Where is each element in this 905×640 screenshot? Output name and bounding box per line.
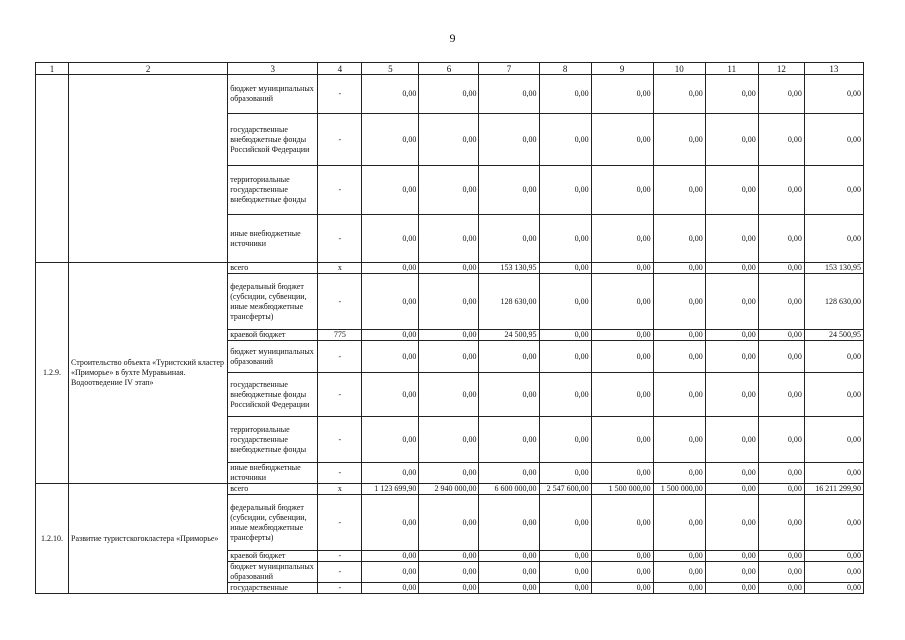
amount-cell: 0,00: [419, 330, 479, 341]
amount-cell: 0,00: [539, 274, 591, 330]
amount-cell: 0,00: [419, 166, 479, 215]
budget-code: -: [318, 114, 362, 166]
amount-cell: 0,00: [419, 495, 479, 551]
amount-cell: 0,00: [653, 495, 705, 551]
amount-cell: 2 547 600,00: [539, 484, 591, 495]
amount-cell: 0,00: [758, 551, 804, 562]
amount-cell: 0,00: [804, 562, 863, 583]
amount-cell: 0,00: [758, 274, 804, 330]
amount-cell: 0,00: [591, 495, 653, 551]
budget-code: -: [318, 373, 362, 417]
amount-cell: 0,00: [362, 166, 419, 215]
amount-cell: 0,00: [419, 215, 479, 263]
funding-source: государственные внебюджетные фонды Российской Федерации: [228, 373, 318, 417]
amount-cell: 0,00: [758, 463, 804, 484]
amount-cell: 0,00: [479, 75, 539, 114]
amount-cell: 0,00: [804, 463, 863, 484]
amount-cell: 0,00: [419, 263, 479, 274]
amount-cell: 24 500,95: [804, 330, 863, 341]
amount-cell: 0,00: [539, 75, 591, 114]
amount-cell: 0,00: [653, 114, 705, 166]
amount-cell: 0,00: [653, 341, 705, 373]
amount-cell: 0,00: [539, 551, 591, 562]
amount-cell: 0,00: [705, 274, 758, 330]
amount-cell: 0,00: [591, 463, 653, 484]
amount-cell: 0,00: [539, 417, 591, 463]
amount-cell: 0,00: [758, 417, 804, 463]
table-row: [36, 75, 864, 114]
amount-cell: 0,00: [362, 263, 419, 274]
budget-code: -: [318, 562, 362, 583]
column-header: 11: [705, 63, 758, 75]
amount-cell: 0,00: [419, 551, 479, 562]
amount-cell: 0,00: [705, 166, 758, 215]
budget-code: -: [318, 341, 362, 373]
amount-cell: 0,00: [804, 551, 863, 562]
amount-cell: 0,00: [804, 114, 863, 166]
funding-source: краевой бюджет: [228, 551, 318, 562]
amount-cell: 1 123 699,90: [362, 484, 419, 495]
budget-code: -: [318, 166, 362, 215]
amount-cell: 0,00: [479, 341, 539, 373]
amount-cell: 0,00: [539, 373, 591, 417]
item-name: Строительство объекта «Туристский кластер «Приморье» в бухте Муравьиная. Водоотведение IV этап»: [69, 263, 228, 484]
amount-cell: 0,00: [591, 114, 653, 166]
amount-cell: 0,00: [653, 75, 705, 114]
table-row: [36, 263, 864, 274]
amount-cell: 0,00: [479, 373, 539, 417]
amount-cell: 0,00: [804, 417, 863, 463]
amount-cell: 0,00: [479, 551, 539, 562]
amount-cell: 0,00: [539, 463, 591, 484]
budget-code: -: [318, 551, 362, 562]
amount-cell: 0,00: [419, 373, 479, 417]
amount-cell: 128 630,00: [804, 274, 863, 330]
item-number: 1.2.9.: [36, 263, 69, 484]
column-header: 1: [36, 63, 69, 75]
amount-cell: 0,00: [653, 551, 705, 562]
amount-cell: 0,00: [804, 75, 863, 114]
amount-cell: 0,00: [653, 263, 705, 274]
amount-cell: 0,00: [758, 166, 804, 215]
amount-cell: 0,00: [419, 274, 479, 330]
column-header: 5: [362, 63, 419, 75]
amount-cell: 0,00: [591, 551, 653, 562]
amount-cell: 0,00: [539, 330, 591, 341]
amount-cell: 0,00: [758, 215, 804, 263]
budget-code: x: [318, 484, 362, 495]
budget-code: -: [318, 215, 362, 263]
funding-source: всего: [228, 484, 318, 495]
amount-cell: 0,00: [362, 463, 419, 484]
column-header: 3: [228, 63, 318, 75]
amount-cell: 0,00: [653, 330, 705, 341]
amount-cell: 0,00: [479, 114, 539, 166]
budget-code: 775: [318, 330, 362, 341]
amount-cell: 0,00: [591, 75, 653, 114]
amount-cell: 0,00: [653, 215, 705, 263]
amount-cell: 24 500,95: [479, 330, 539, 341]
amount-cell: 0,00: [591, 330, 653, 341]
amount-cell: 128 630,00: [479, 274, 539, 330]
amount-cell: 0,00: [705, 341, 758, 373]
budget-code: -: [318, 583, 362, 594]
item-name: Развитие туристскогокластера «Приморье»: [69, 484, 228, 594]
amount-cell: 0,00: [419, 114, 479, 166]
amount-cell: 0,00: [758, 583, 804, 594]
amount-cell: 6 600 000,00: [479, 484, 539, 495]
amount-cell: 0,00: [705, 463, 758, 484]
amount-cell: 0,00: [362, 75, 419, 114]
budget-code: -: [318, 75, 362, 114]
column-header: 8: [539, 63, 591, 75]
amount-cell: 0,00: [539, 263, 591, 274]
amount-cell: 0,00: [705, 373, 758, 417]
amount-cell: 0,00: [804, 166, 863, 215]
amount-cell: 0,00: [758, 75, 804, 114]
amount-cell: 0,00: [479, 417, 539, 463]
amount-cell: 0,00: [804, 583, 863, 594]
amount-cell: 0,00: [705, 215, 758, 263]
amount-cell: 0,00: [705, 484, 758, 495]
amount-cell: 0,00: [479, 562, 539, 583]
amount-cell: 0,00: [591, 373, 653, 417]
budget-code: -: [318, 417, 362, 463]
budget-code: -: [318, 495, 362, 551]
amount-cell: 1 500 000,00: [591, 484, 653, 495]
amount-cell: 0,00: [419, 562, 479, 583]
table-row: [36, 484, 864, 495]
amount-cell: 16 211 299,90: [804, 484, 863, 495]
amount-cell: 0,00: [419, 75, 479, 114]
amount-cell: 0,00: [479, 215, 539, 263]
amount-cell: 0,00: [591, 583, 653, 594]
amount-cell: 0,00: [705, 75, 758, 114]
amount-cell: 153 130,95: [804, 263, 863, 274]
amount-cell: 0,00: [804, 341, 863, 373]
column-header: 4: [318, 63, 362, 75]
funding-source: государственные: [228, 583, 318, 594]
funding-source: территориальные государственные внебюджетные фонды: [228, 417, 318, 463]
amount-cell: 0,00: [653, 166, 705, 215]
amount-cell: 0,00: [419, 341, 479, 373]
funding-source: всего: [228, 263, 318, 274]
amount-cell: 0,00: [758, 263, 804, 274]
amount-cell: 2 940 000,00: [419, 484, 479, 495]
funding-source: федеральный бюджет (субсидии, субвенции, иные межбюджетные трансферты): [228, 495, 318, 551]
amount-cell: 0,00: [539, 562, 591, 583]
amount-cell: 0,00: [362, 373, 419, 417]
amount-cell: 0,00: [479, 495, 539, 551]
funding-source: иные внебюджетные источники: [228, 463, 318, 484]
amount-cell: 0,00: [804, 495, 863, 551]
amount-cell: 0,00: [362, 274, 419, 330]
amount-cell: 153 130,95: [479, 263, 539, 274]
amount-cell: 0,00: [653, 463, 705, 484]
amount-cell: 0,00: [479, 463, 539, 484]
amount-cell: 0,00: [362, 562, 419, 583]
amount-cell: 0,00: [705, 562, 758, 583]
funding-source: бюджет муниципальных образований: [228, 75, 318, 114]
funding-source: бюджет муниципальных образований: [228, 341, 318, 373]
funding-source: территориальные государственные внебюджетные фонды: [228, 166, 318, 215]
budget-code: x: [318, 263, 362, 274]
funding-source: краевой бюджет: [228, 330, 318, 341]
amount-cell: 0,00: [362, 417, 419, 463]
amount-cell: 0,00: [758, 562, 804, 583]
header-row: [36, 63, 864, 75]
amount-cell: 0,00: [539, 114, 591, 166]
item-number: 1.2.10.: [36, 484, 69, 594]
amount-cell: 0,00: [539, 166, 591, 215]
column-header: 10: [653, 63, 705, 75]
funding-source: иные внебюджетные источники: [228, 215, 318, 263]
amount-cell: 0,00: [362, 330, 419, 341]
amount-cell: 0,00: [705, 417, 758, 463]
amount-cell: 0,00: [705, 114, 758, 166]
amount-cell: 0,00: [653, 373, 705, 417]
amount-cell: 0,00: [758, 341, 804, 373]
amount-cell: 0,00: [705, 583, 758, 594]
column-header: 2: [69, 63, 228, 75]
column-header: 7: [479, 63, 539, 75]
amount-cell: 0,00: [362, 215, 419, 263]
amount-cell: 0,00: [758, 114, 804, 166]
amount-cell: 0,00: [539, 215, 591, 263]
funding-source: государственные внебюджетные фонды Российской Федерации: [228, 114, 318, 166]
budget-table: [35, 62, 864, 594]
amount-cell: 0,00: [419, 417, 479, 463]
amount-cell: 0,00: [539, 341, 591, 373]
amount-cell: 0,00: [591, 166, 653, 215]
budget-code: -: [318, 463, 362, 484]
amount-cell: 0,00: [804, 373, 863, 417]
amount-cell: 0,00: [705, 495, 758, 551]
amount-cell: 0,00: [705, 263, 758, 274]
amount-cell: 0,00: [419, 583, 479, 594]
funding-source: федеральный бюджет (субсидии, субвенции, иные межбюджетные трансферты): [228, 274, 318, 330]
amount-cell: 0,00: [362, 114, 419, 166]
amount-cell: 0,00: [653, 583, 705, 594]
item-name: [69, 75, 228, 263]
amount-cell: 0,00: [539, 495, 591, 551]
amount-cell: 0,00: [362, 583, 419, 594]
amount-cell: 0,00: [758, 495, 804, 551]
amount-cell: 0,00: [591, 341, 653, 373]
amount-cell: 0,00: [539, 583, 591, 594]
amount-cell: 0,00: [591, 263, 653, 274]
column-header: 6: [419, 63, 479, 75]
amount-cell: 0,00: [591, 417, 653, 463]
funding-source: бюджет муниципальных образований: [228, 562, 318, 583]
amount-cell: 0,00: [758, 373, 804, 417]
amount-cell: 0,00: [479, 583, 539, 594]
budget-code: -: [318, 274, 362, 330]
amount-cell: 0,00: [758, 330, 804, 341]
amount-cell: 0,00: [705, 330, 758, 341]
amount-cell: 0,00: [653, 417, 705, 463]
page-number: 9: [449, 31, 456, 45]
amount-cell: 0,00: [705, 551, 758, 562]
amount-cell: 1 500 000,00: [653, 484, 705, 495]
item-number: [36, 75, 69, 263]
column-header: 12: [758, 63, 804, 75]
column-header: 13: [804, 63, 863, 75]
amount-cell: 0,00: [591, 215, 653, 263]
amount-cell: 0,00: [804, 215, 863, 263]
amount-cell: 0,00: [479, 166, 539, 215]
amount-cell: 0,00: [362, 495, 419, 551]
amount-cell: 0,00: [653, 274, 705, 330]
amount-cell: 0,00: [591, 274, 653, 330]
amount-cell: 0,00: [362, 341, 419, 373]
amount-cell: 0,00: [653, 562, 705, 583]
column-header: 9: [591, 63, 653, 75]
amount-cell: 0,00: [758, 484, 804, 495]
amount-cell: 0,00: [419, 463, 479, 484]
amount-cell: 0,00: [591, 562, 653, 583]
amount-cell: 0,00: [362, 551, 419, 562]
